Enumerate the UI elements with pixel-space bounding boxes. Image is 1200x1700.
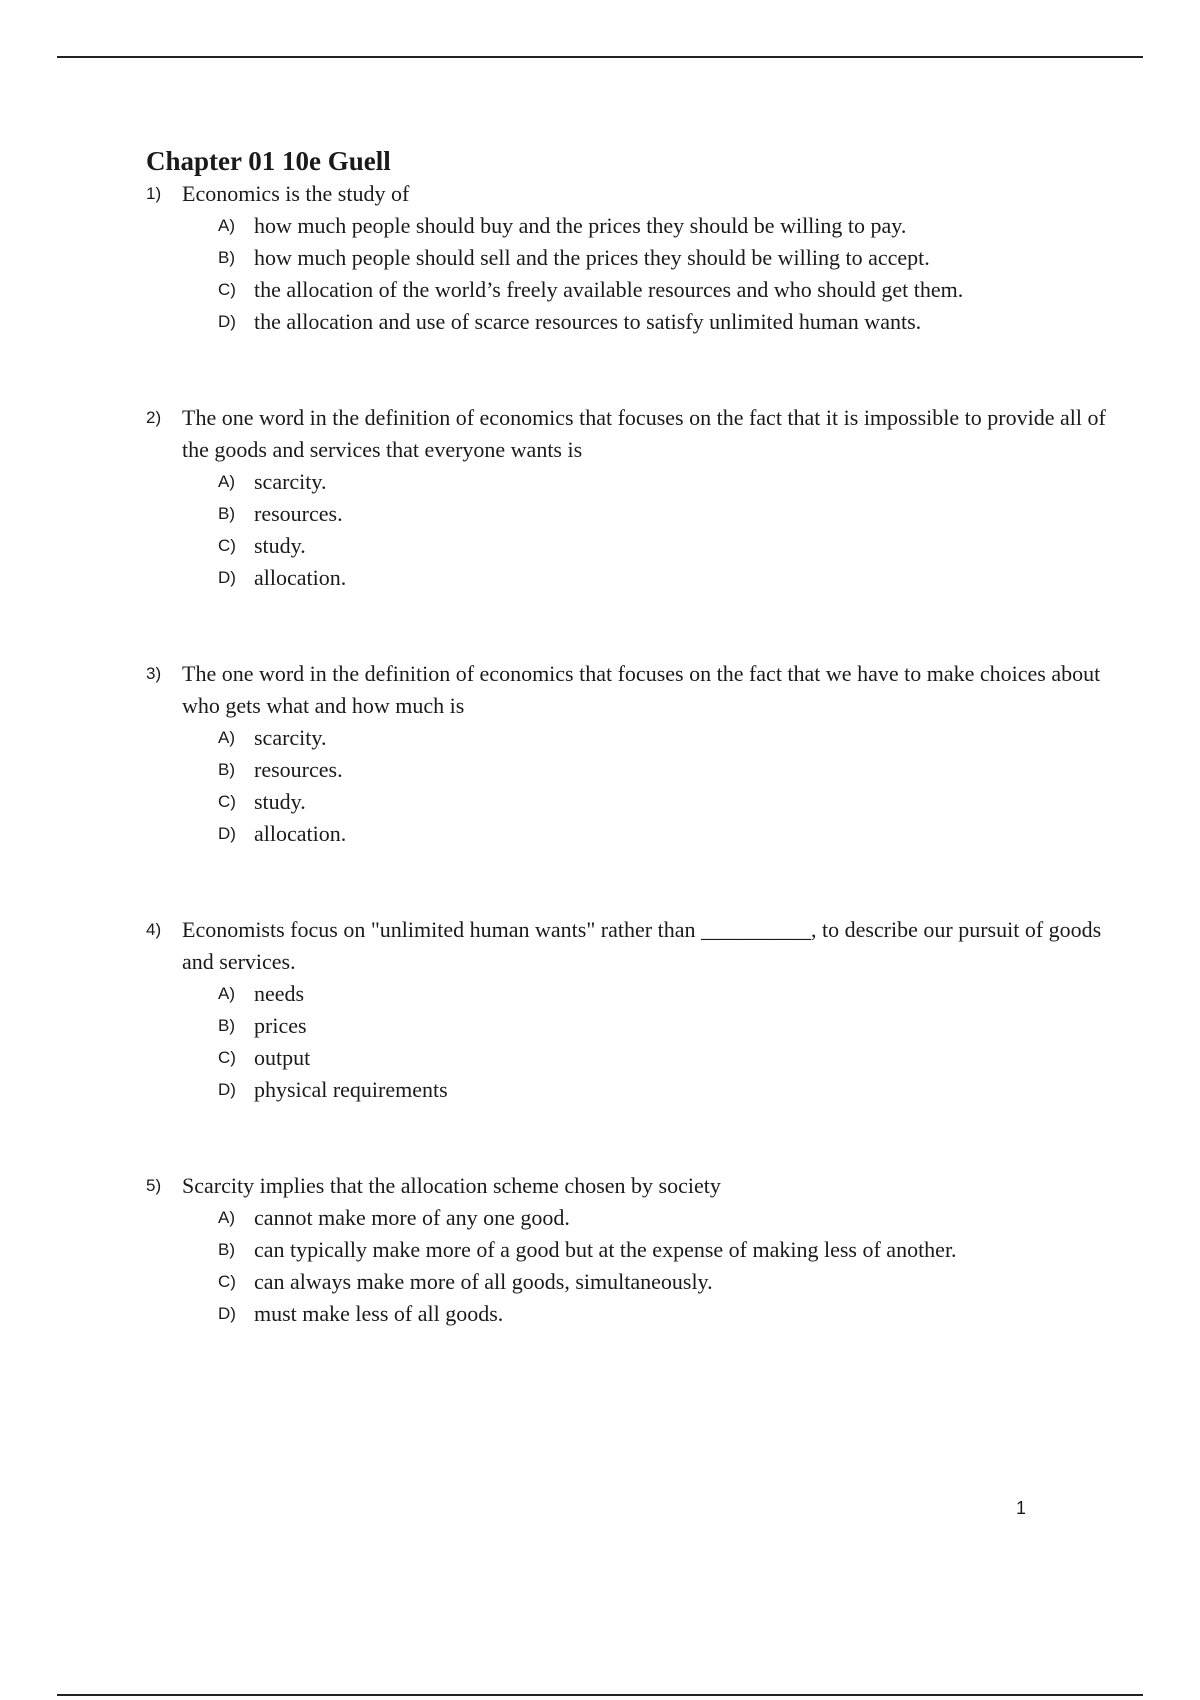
option-text: study.: [254, 789, 306, 814]
option-letter: C): [218, 792, 236, 811]
option-d: [218, 562, 1106, 594]
option-a: [218, 1202, 1106, 1234]
option-letter: D): [218, 568, 236, 587]
option-d: [218, 306, 1106, 338]
option-list: [182, 722, 1106, 850]
option-a: [218, 210, 1106, 242]
question-list: [146, 178, 1106, 1330]
question-text: The one word in the definition of economics that focuses on the fact that it is impossible to provide all of the goods and services that everyone wants is: [182, 405, 1106, 462]
option-list: [182, 466, 1106, 594]
option-text: cannot make more of any one good.: [254, 1205, 570, 1230]
question-text: Economics is the study of: [182, 181, 410, 206]
option-c: [218, 530, 1106, 562]
question-text: Scarcity implies that the allocation scheme chosen by society: [182, 1173, 721, 1198]
option-text: must make less of all goods.: [254, 1301, 504, 1326]
option-letter: C): [218, 536, 236, 555]
option-text: allocation.: [254, 565, 347, 590]
option-text: study.: [254, 533, 306, 558]
option-text: can always make more of all goods, simultaneously.: [254, 1269, 713, 1294]
option-letter: A): [218, 984, 235, 1003]
option-text: output: [254, 1045, 311, 1070]
option-letter: C): [218, 1272, 236, 1291]
option-b: [218, 1010, 1106, 1042]
question-text: The one word in the definition of economics that focuses on the fact that we have to make choices about who gets what and how much is: [182, 661, 1101, 718]
option-letter: C): [218, 1048, 236, 1067]
option-text: needs: [254, 981, 305, 1006]
option-letter: B): [218, 1240, 235, 1259]
option-letter: B): [218, 1016, 235, 1035]
option-b: [218, 754, 1106, 786]
option-a: [218, 466, 1106, 498]
question-number: 5): [146, 1176, 162, 1195]
option-text: resources.: [254, 757, 343, 782]
option-letter: B): [218, 760, 235, 779]
option-list: [182, 978, 1106, 1106]
question-spacer: [146, 594, 1106, 658]
question-1: [146, 178, 1106, 338]
option-text: the allocation of the world’s freely available resources and who should get them.: [254, 277, 964, 302]
option-d: [218, 818, 1106, 850]
option-c: [218, 274, 1106, 306]
option-list: [182, 1202, 1106, 1330]
page-number: 1: [1016, 1498, 1027, 1518]
option-letter: A): [218, 472, 235, 491]
option-letter: A): [218, 1208, 235, 1227]
footer-rule: [57, 1694, 1143, 1696]
option-d: [218, 1298, 1106, 1330]
option-text: how much people should buy and the prices they should be willing to pay.: [254, 213, 907, 238]
question-spacer: [146, 1106, 1106, 1170]
question-number: 4): [146, 920, 162, 939]
option-text: prices: [254, 1013, 307, 1038]
option-letter: D): [218, 1304, 236, 1323]
option-text: scarcity.: [254, 469, 327, 494]
question-4: [146, 914, 1106, 1106]
option-text: can typically make more of a good but at the expense of making less of another.: [254, 1237, 957, 1262]
question-spacer: [146, 338, 1106, 402]
document-body: [146, 144, 1106, 1330]
option-letter: D): [218, 312, 236, 331]
option-letter: C): [218, 280, 236, 299]
option-a: [218, 978, 1106, 1010]
question-2: [146, 402, 1106, 594]
question-spacer: [146, 850, 1106, 914]
question-number: 3): [146, 664, 162, 683]
header-rule: [57, 56, 1143, 58]
option-b: [218, 1234, 1106, 1266]
option-b: [218, 242, 1106, 274]
option-letter: D): [218, 824, 236, 843]
option-c: [218, 1042, 1106, 1074]
question-5: [146, 1170, 1106, 1330]
option-list: [182, 210, 1106, 338]
option-letter: A): [218, 728, 235, 747]
question-number: 2): [146, 408, 162, 427]
option-text: allocation.: [254, 821, 347, 846]
option-b: [218, 498, 1106, 530]
option-text: physical requirements: [254, 1077, 448, 1102]
option-text: the allocation and use of scarce resources to satisfy unlimited human wants.: [254, 309, 922, 334]
option-letter: D): [218, 1080, 236, 1099]
option-c: [218, 1266, 1106, 1298]
option-a: [218, 722, 1106, 754]
option-text: scarcity.: [254, 725, 327, 750]
option-d: [218, 1074, 1106, 1106]
option-text: how much people should sell and the prices they should be willing to accept.: [254, 245, 930, 270]
option-c: [218, 786, 1106, 818]
option-text: resources.: [254, 501, 343, 526]
option-letter: A): [218, 216, 235, 235]
question-number: 1): [146, 184, 162, 203]
document-title: Chapter 01 10e Guell: [146, 146, 391, 176]
question-text: Economists focus on "unlimited human wants" rather than __________, to describe our pursuit of goods and services.: [182, 917, 1102, 974]
option-letter: B): [218, 504, 235, 523]
option-letter: B): [218, 248, 235, 267]
question-3: [146, 658, 1106, 850]
